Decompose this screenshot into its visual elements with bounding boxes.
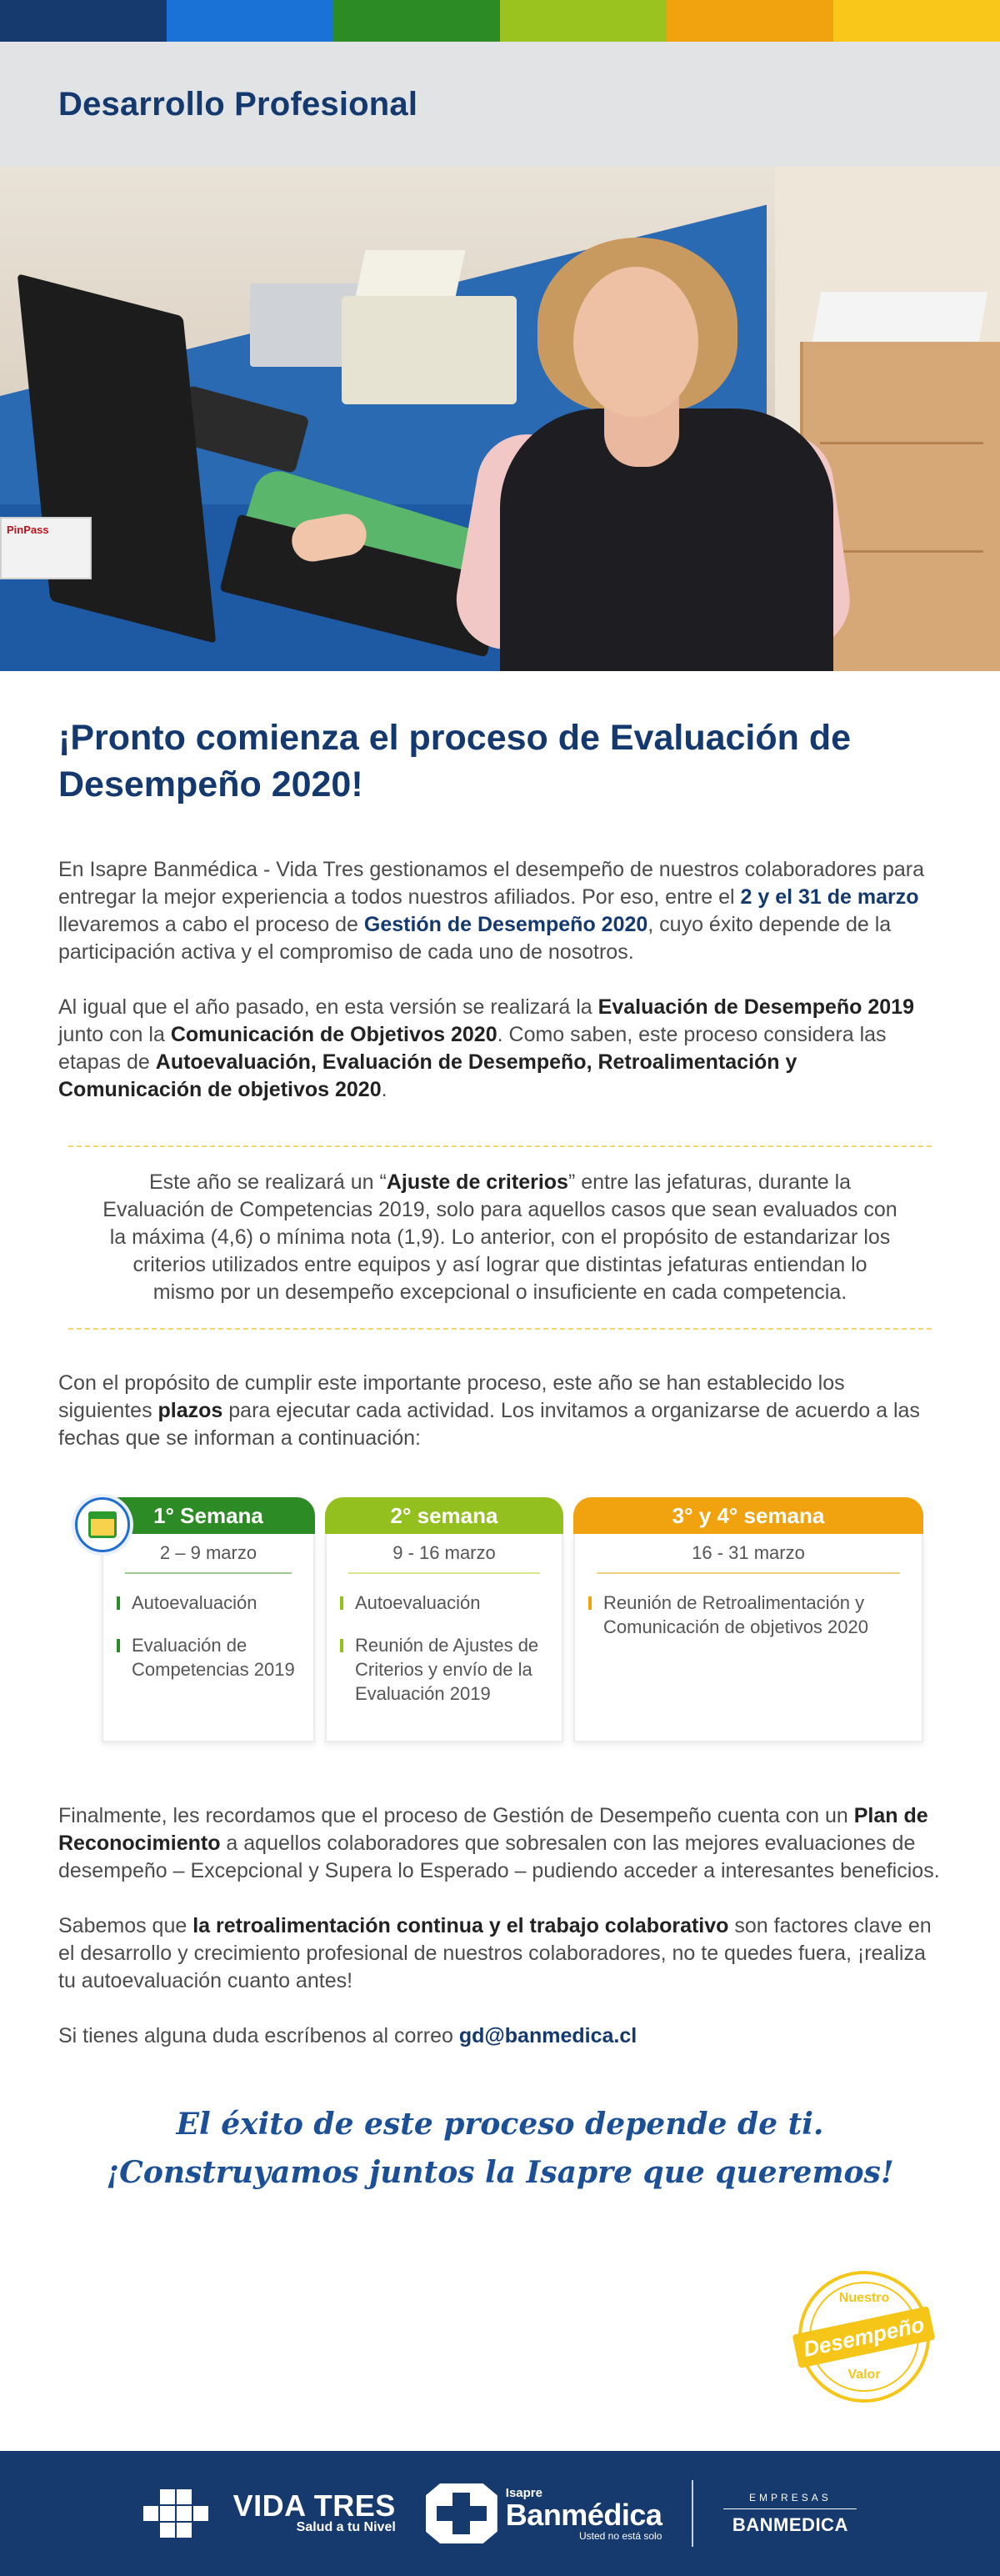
bold-text: Autoevaluación, Evaluación de Desempeño, Retroalimentación y Comunicación de objetivos 2020 bbox=[58, 1050, 798, 1101]
bold-text: Comunicación de Objetivos 2020 bbox=[170, 1023, 498, 1046]
schedule-table bbox=[58, 1497, 942, 1742]
closing-line-2: ¡Construyamos juntos la Isapre que queremos! bbox=[106, 2155, 894, 2190]
week-1-header: 1° Semana bbox=[102, 1497, 315, 1534]
strip-lime bbox=[500, 0, 667, 42]
hero-photo bbox=[0, 167, 1000, 671]
photo-sticker bbox=[0, 517, 92, 579]
text: son factores clave en el desarrollo y crecimiento profesional de nuestros colaboradores, no te quedes fuera, ¡realiza tu autoevaluación cuanto antes! bbox=[58, 1914, 932, 1992]
week-3-4-column bbox=[573, 1497, 923, 1742]
criteria-callout bbox=[68, 1145, 932, 1330]
color-strip bbox=[0, 0, 1000, 42]
banmedica-logo bbox=[426, 2483, 662, 2543]
week-3-4-task: Reunión de Retroalimentación y Comunicación de objetivos 2020 bbox=[588, 1591, 908, 1639]
highlight-process: Gestión de Desempeño 2020 bbox=[363, 913, 648, 936]
text: ” entre las jefaturas, durante la Evaluación de Competencias 2019, solo para aquellos casos que sean evaluados con la máxima (4,6) o mínima nota (1,9). Lo anterior, con el propósito de estandarizar los criterios utilizados entre equipos y así lograr que distintas jefaturas entiendan lo mismo por un desempeño excepcional o insuficiente en cada competencia. bbox=[102, 1170, 898, 1304]
paragraph-deadlines bbox=[58, 1370, 942, 1452]
strip-blue bbox=[167, 0, 333, 42]
footer bbox=[0, 2451, 1000, 2576]
paragraph-recognition bbox=[58, 1802, 942, 1885]
empresas-banmedica-logo bbox=[723, 2492, 857, 2536]
vidatres-name: VIDA TRES bbox=[232, 2488, 396, 2523]
photo-printer bbox=[342, 296, 517, 404]
content bbox=[0, 714, 1000, 2197]
text: . Como saben, este proceso considera las etapas de bbox=[58, 1023, 887, 1074]
text: En Isapre Banmédica - Vida Tres gestionamos el desempeño de nuestros colaboradores para entregar la mejor experiencia a todos nuestros afiliados. Por eso, entre el bbox=[58, 858, 925, 909]
text: junto con la bbox=[58, 1023, 171, 1046]
week-2-task: Autoevaluación bbox=[340, 1591, 548, 1615]
vidatres-mark-icon bbox=[143, 2489, 223, 2538]
banmedica-tagline: Usted no está solo bbox=[578, 2529, 662, 2542]
paragraph-contact bbox=[58, 2022, 942, 2050]
closing-message bbox=[58, 2100, 942, 2197]
strip-orange bbox=[667, 0, 833, 42]
strip-yellow bbox=[833, 0, 1000, 42]
week-2-column bbox=[325, 1497, 563, 1742]
bold-text: la retroalimentación continua y el trabajo colaborativo bbox=[192, 1914, 729, 1937]
week-3-4-header: 3° y 4° semana bbox=[573, 1497, 923, 1534]
strip-navy bbox=[0, 0, 167, 42]
highlight-dates: 2 y el 31 de marzo bbox=[740, 885, 919, 909]
text: para ejecutar cada actividad. Los invitamos a organizarse de acuerdo a las fechas que se informan a continuación: bbox=[58, 1399, 920, 1450]
paragraph-stages bbox=[58, 994, 942, 1104]
week-1-column bbox=[102, 1497, 315, 1742]
text: a aquellos colaboradores que sobresalen con las mejores evaluaciones de desempeño – Excepcional y Supera lo Esperado – pudiendo acceder a interesantes beneficios. bbox=[58, 1832, 940, 1882]
week-3-4-body bbox=[573, 1534, 923, 1742]
seal-top-text: Nuestro bbox=[838, 2291, 890, 2305]
text: Si tienes alguna duda escríbenos al correo bbox=[58, 2024, 459, 2047]
week-2-body bbox=[325, 1534, 563, 1742]
vidatres-tagline: Salud a tu Nivel bbox=[296, 2520, 396, 2534]
calendar-icon bbox=[75, 1497, 130, 1552]
header-band bbox=[0, 42, 1000, 167]
week-3-4-dates: 16 - 31 marzo bbox=[597, 1534, 900, 1574]
photo-papers bbox=[812, 292, 988, 342]
text: . bbox=[381, 1078, 388, 1101]
text: Sabemos que bbox=[58, 1914, 193, 1937]
text: Este año se realizará un “ bbox=[148, 1170, 387, 1194]
section-title: Desarrollo Profesional bbox=[58, 85, 418, 123]
bold-text: Plan de Reconocimiento bbox=[58, 1804, 928, 1855]
week-1-dates: 2 – 9 marzo bbox=[125, 1534, 292, 1574]
banmedica-name: Banmédica bbox=[505, 2497, 662, 2532]
photo-person-face bbox=[573, 267, 698, 417]
empresas-name: BANMEDICA bbox=[732, 2513, 848, 2535]
week-2-dates: 9 - 16 marzo bbox=[348, 1534, 540, 1574]
bold-text: Ajuste de criterios bbox=[386, 1170, 568, 1194]
bold-text: plazos bbox=[158, 1399, 223, 1422]
banmedica-cross-icon bbox=[426, 2483, 498, 2543]
week-1-body bbox=[102, 1534, 315, 1742]
week-2-task: Reunión de Ajustes de Criterios y envío de la Evaluación 2019 bbox=[340, 1633, 548, 1706]
vidatres-logo bbox=[143, 2489, 396, 2538]
week-1-task: Autoevaluación bbox=[117, 1591, 300, 1615]
main-title: ¡Pronto comienza el proceso de Evaluación de Desempeño 2020! bbox=[58, 718, 852, 804]
seal-bottom-text: Valor bbox=[848, 2368, 881, 2382]
email-link[interactable]: gd@banmedica.cl bbox=[458, 2024, 638, 2047]
strip-green bbox=[333, 0, 500, 42]
paragraph-feedback bbox=[58, 1912, 942, 1995]
sticker-text: PinPass bbox=[7, 524, 49, 536]
text: llevaremos a cabo el proceso de bbox=[58, 913, 364, 936]
seal-center-text: Desempeño bbox=[792, 2306, 936, 2368]
desempeno-seal bbox=[798, 2271, 930, 2403]
footer-divider bbox=[692, 2480, 693, 2547]
bold-text: Evaluación de Desempeño 2019 bbox=[598, 995, 914, 1019]
text: Finalmente, les recordamos que el proceso de Gestión de Desempeño cuenta con un bbox=[58, 1804, 854, 1827]
text: , cuyo éxito depende de la participación activa y el compromiso de cada uno de nosotros. bbox=[58, 913, 892, 964]
text: Al igual que el año pasado, en esta versión se realizará la bbox=[58, 995, 598, 1019]
banmedica-prefix: Isapre bbox=[505, 2485, 542, 2500]
week-2-header: 2° semana bbox=[325, 1497, 563, 1534]
closing-line-1: El éxito de este proceso depende de ti. bbox=[176, 2107, 824, 2142]
text: Con el propósito de cumplir este importante proceso, este año se han establecido los siguientes bbox=[58, 1371, 845, 1422]
empresas-label: EMPRESAS bbox=[749, 2491, 832, 2503]
paragraph-intro bbox=[58, 856, 942, 966]
week-1-task: Evaluación de Competencias 2019 bbox=[117, 1633, 300, 1681]
